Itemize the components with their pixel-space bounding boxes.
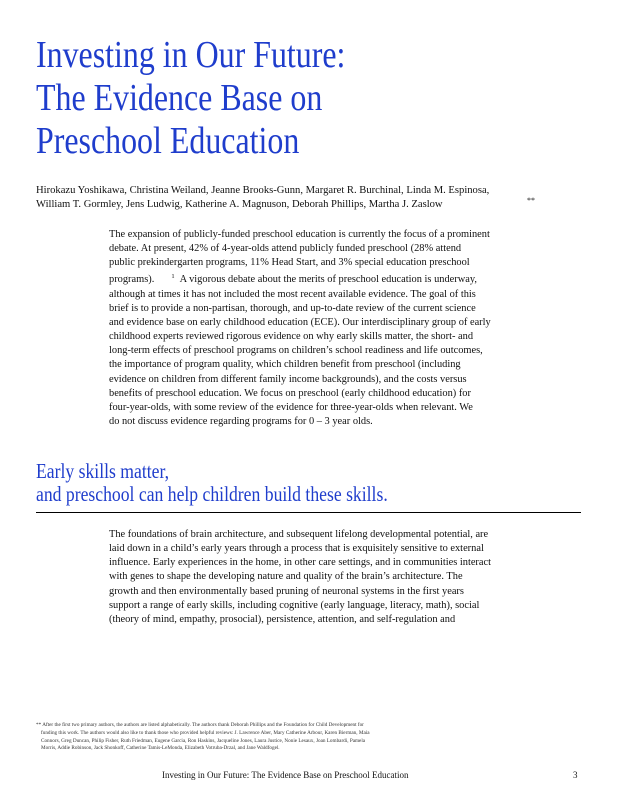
text-line: childhood experts reviewed rigorous evidence on why early skills matter, the short- and [109, 331, 474, 343]
footer-title: Investing in Our Future: The Evidence Base on Preschool Education [162, 770, 409, 780]
text-fragment: programs). [109, 274, 155, 286]
text-line: do not discuss evidence regarding programs for 0 – 3 year olds. [109, 416, 373, 428]
text-line: with genes to shape the developing nature and quality of the brain’s architecture. The [109, 571, 463, 583]
page-number: 3 [573, 770, 578, 780]
footnote-reference: 1 [171, 273, 175, 281]
text-line: benefits of preschool education. We focus on preschool (early childhood education) for [109, 387, 471, 399]
title-line: Preschool Education [36, 120, 300, 162]
title-line: Investing in Our Future: [36, 34, 346, 76]
document-title [36, 34, 506, 163]
text-line: influence. Early experiences in the home, in other care settings, and in communities interact [109, 557, 492, 569]
author-list [36, 184, 506, 212]
text-line: and evidence base on early childhood education (ECE). Our interdisciplinary group of early [109, 316, 491, 328]
page-footer [0, 769, 618, 781]
text-line: The expansion of publicly-funded preschool education is currently the focus of a prominent [109, 229, 490, 240]
text-line: the importance of program quality, which children benefit from preschool (including [109, 359, 461, 371]
section-divider [36, 512, 581, 513]
heading-line: Early skills matter, [36, 459, 170, 483]
text-line: although at times it has not included the most recent available evidence. The goal of this [109, 288, 476, 300]
text-line: public prekindergarten programs, 11% Head Start, and 3% special education preschool [109, 257, 470, 269]
text-line: laid down in a child’s early years through a process that is exquisitely sensitive to external [109, 543, 484, 555]
text-line-with-footnote [109, 270, 477, 287]
text-line: (theory of mind, empathy, prosocial), persistence, attention, and self-regulation and [109, 613, 456, 625]
section-heading [36, 460, 388, 506]
text-line: debate. At present, 42% of 4-year-olds attend publicly funded preschool (28% attend [109, 243, 462, 255]
footnote-line: funding this work. The authors would also like to thank those who provided helpful reviews: J. Lawrence Aber, Mary Catherine Arbour, Karen Bierman, Maia [41, 729, 370, 736]
text-line: growth and then environmentally based pruning of neuronal systems in the first years [109, 585, 464, 597]
footnote-line: Connors, Greg Duncan, Philip Fisher, Ruth Friedman, Eugene Garcia, Ron Haskins, Jacqueline Jones, Laura Justice, Nonie Lesaux, Joan Lombardi, Pamela [41, 737, 366, 744]
text-line: The foundations of brain architecture, and subsequent lifelong developmental potential, are [109, 529, 489, 540]
text-fragment: A vigorous debate about the merits of preschool education is underway, [179, 274, 477, 286]
author-footnote-marker: ** [527, 196, 535, 205]
text-line: four-year-olds, with some review of the evidence for three-year-olds when relevant. We [109, 401, 473, 413]
section-paragraph [109, 528, 492, 627]
footnote-line: Morris, Addie Robinson, Jack Shonkoff, Catherine Tamis-LeMonda, Elizabeth Votruba-Drzal, and Jane Waldfogel. [41, 745, 280, 752]
footnote-line: ** After the first two primary authors, the authors are listed alphabetically. The authors thank Deborah Phillips and the Foundation for Child Development for [36, 722, 364, 728]
text-line: long-term effects of preschool programs on children’s school readiness and life outcomes, [109, 345, 483, 357]
text-line: support a range of early skills, including cognitive (early language, literacy, math), social [109, 599, 480, 611]
acknowledgement-footnote [36, 722, 416, 753]
title-line: The Evidence Base on [36, 77, 323, 119]
author-line: William T. Gormley, Jens Ludwig, Katherine A. Magnuson, Deborah Phillips, Martha J. Zaslow [36, 199, 443, 210]
heading-line: and preschool can help children build these skills. [36, 482, 388, 506]
intro-paragraph [109, 228, 491, 429]
text-line: brief is to provide a non-partisan, thorough, and up-to-date review of the current science [109, 302, 476, 314]
text-line: evidence on children from different family income backgrounds), and the costs versus [109, 373, 467, 385]
author-line: Hirokazu Yoshikawa, Christina Weiland, Jeanne Brooks-Gunn, Margaret R. Burchinal, Linda M. Espinosa, [36, 185, 490, 196]
